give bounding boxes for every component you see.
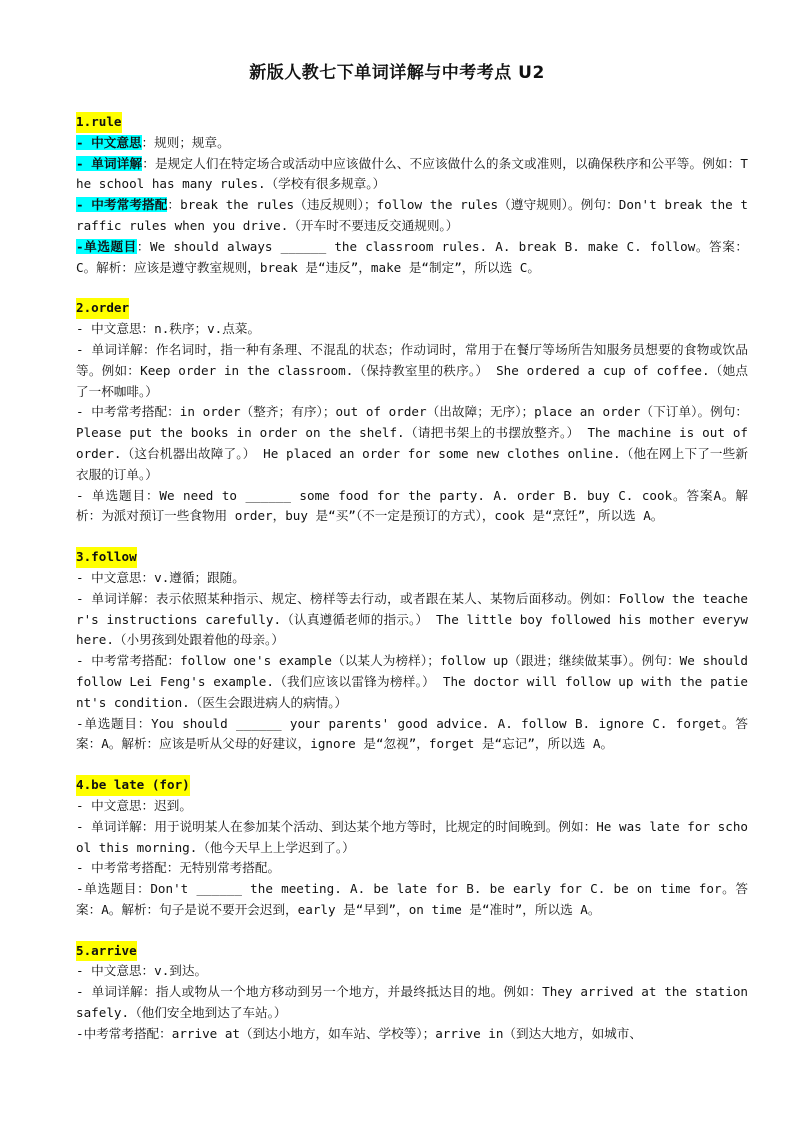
entry-label: - 中考常考搭配 [76, 197, 168, 213]
entry-text: ：Don't ______ the meeting. A. be late for B. be early for C. be on time for。答案：A。解析：句子是说不要开会迟到，early 是“早到”，on time 是“准时”，所以选 A。 [76, 881, 748, 917]
entry-line [76, 195, 748, 237]
word-section [76, 775, 748, 921]
entry-label: - 中文意思 [76, 797, 142, 813]
entry-label: - 单词详解 [76, 984, 143, 1000]
document-body [76, 112, 748, 1045]
entry-text: ：用于说明某人在参加某个活动、到达某个地方等时，比规定的时间晚到。例如：He was late for school this morning.（他今天早上上学迟到了。） [76, 818, 748, 855]
entry-line [76, 402, 748, 485]
entry-line [76, 486, 748, 528]
word-heading: 3.follow [76, 547, 137, 568]
entry-label: - 单词详解 [76, 590, 143, 606]
entry-label: - 中考常考搭配 [76, 653, 168, 669]
word-heading: 4.be late (for) [76, 775, 190, 796]
entry-line [76, 319, 748, 340]
entry-text: ：arrive at（到达小地方，如车站、学校等）；arrive in（到达大地方，如城市、 [159, 1025, 642, 1041]
entry-text: ：You should ______ your parents' good advice. A. follow B. ignore C. forget。答案：A。解析：应该是听从父母的好建议，ignore 是“忽视”，forget 是“忘记”，所以选 A。 [76, 715, 748, 752]
entry-text: ：是规定人们在特定场合或活动中应该做什么、不应该做什么的条文或准则，以确保秩序和公平等。例如：The school has many rules.（学校有很多规章。） [76, 155, 748, 192]
entry-text: ：指人或物从一个地方移动到另一个地方，并最终抵达目的地。例如：They arrived at the station safely.（他们安全地到达了车站。） [76, 984, 749, 1021]
word-heading: 1.rule [76, 112, 122, 133]
entry-label: - 中文意思 [76, 569, 142, 585]
entry-label: - 单词详解 [76, 818, 142, 834]
entry-line [76, 568, 748, 589]
entry-text: ：规则；规章。 [141, 134, 230, 150]
entry-label: - 单选题目 [76, 487, 146, 503]
entry-label: - 中文意思 [76, 321, 142, 337]
entry-label: - 单词详解 [76, 155, 143, 171]
entry-text: ：无特别常考搭配。 [166, 860, 281, 876]
entry-line [76, 961, 748, 982]
entry-label: - 单词详解 [76, 341, 143, 357]
word-section [76, 112, 748, 278]
entry-line [76, 651, 748, 713]
entry-line [76, 982, 748, 1024]
entry-label: - 中考常考搭配 [76, 860, 167, 876]
word-heading: 5.arrive [76, 941, 137, 962]
entry-line [76, 340, 748, 402]
entry-line [76, 237, 748, 279]
word-section [76, 941, 748, 1045]
word-section [76, 298, 748, 527]
entry-line [76, 817, 748, 859]
word-heading: 2.order [76, 298, 129, 319]
entry-text: ：迟到。 [141, 797, 192, 813]
entry-label: -中考常考搭配 [76, 1025, 160, 1041]
entry-text: ：n.秩序；v.点菜。 [141, 321, 261, 337]
entry-text: ：We should always ______ the classroom rules. A. break B. make C. follow。答案：C。解析：应该是遵守教室规则，break 是“违反”，make 是“制定”，所以选 C。 [76, 238, 748, 275]
entry-line [76, 1024, 748, 1045]
entry-line [76, 154, 748, 196]
entry-label: - 中文意思 [76, 963, 142, 979]
entry-line [76, 589, 748, 651]
entry-text: ：follow one's example（以某人为榜样）；follow up（跟进；继续做某事）。例句：We should follow Lei Feng's example.（我们应该以雷锋为榜样。） The doctor will follow up with the patient's condition.（医生会跟进病人的病情。） [76, 653, 748, 710]
entry-text: ：表示依照某种指示、规定、榜样等去行动，或者跟在某人、某物后面移动。例如：Follow the teacher's instructions carefully.（认真遵循老师的指示。） The little boy followed his mother everywhere.（小男孩到处跟着他的母亲。） [76, 590, 748, 648]
page-title: 新版人教七下单词详解与中考考点 U2 [249, 63, 545, 83]
entry-label: -单选题目 [76, 715, 138, 731]
entry-text: ：break the rules（违反规则）；follow the rules（遵守规则）。例句：Don't break the traffic rules when you drive.（开车时不要违反交通规则。） [76, 197, 748, 233]
entry-line [76, 879, 748, 921]
entry-text: ：v.到达。 [141, 963, 208, 979]
entry-label: -单选题目 [76, 238, 137, 254]
entry-text: ：v.遵循；跟随。 [141, 569, 245, 585]
entry-label: - 中考常考搭配 [76, 404, 168, 420]
entry-line [76, 858, 748, 879]
entry-label: - 中文意思 [76, 134, 142, 150]
entry-label: -单选题目 [76, 881, 138, 897]
entry-line [76, 714, 748, 756]
entry-text: ：We need to ______ some food for the party. A. order B. buy C. cook。答案A。解析：为派对预订一些食物用 order，buy 是“买”（不一定是预订的方式），cook 是“烹饪”，所以选 A。 [76, 487, 749, 524]
word-section [76, 547, 748, 755]
entry-line [76, 796, 748, 817]
entry-text: ：in order（整齐；有序）；out of order（出故障；无序）；place an order（下订单）。例句：Please put the books in order on the shelf.（请把书架上的书摆放整齐。） The machine is out of order.（这台机器出故障了。） He placed an order for some new clothes online.（他在网上下了一些新衣服的订单。） [76, 404, 749, 482]
entry-text: ：作名词时，指一种有条理、不混乱的状态；作动词时，常用于在餐厅等场所告知服务员想要的食物或饮品等。例如：Keep order in the classroom.（保持教室里的秩序。） She ordered a cup of coffee.（她点了一杯咖啡。） [76, 341, 748, 399]
entry-line [76, 133, 748, 154]
